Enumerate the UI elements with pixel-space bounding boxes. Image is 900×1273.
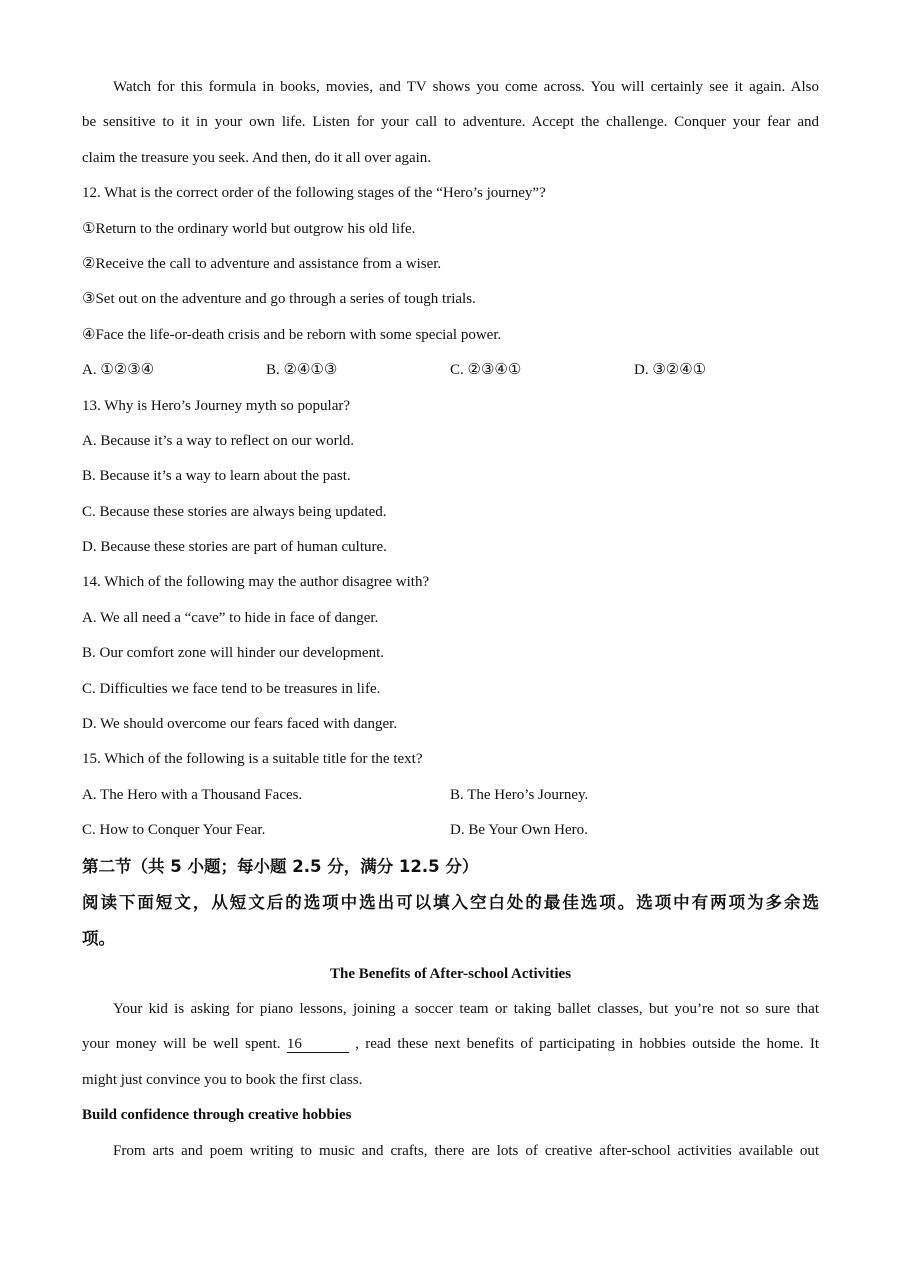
- option-d: D. Be Your Own Hero.: [450, 822, 588, 839]
- question-12-stem: 12. What is the correct order of the following stages of the “Hero’s journey”?: [82, 185, 546, 202]
- article-line-with-blank: [82, 1027, 819, 1062]
- option-c: C. ②③④①: [450, 362, 522, 379]
- option-a: A. We all need a “cave” to hide in face of danger.: [82, 609, 379, 626]
- article-text: your money will be well spent.: [82, 1036, 287, 1053]
- option-b: B. The Hero’s Journey.: [450, 786, 589, 803]
- question-13-stem: 13. Why is Hero’s Journey myth so popular?: [82, 397, 351, 414]
- question-12-item: ④Face the life-or-death crisis and be reborn with some special power.: [82, 326, 502, 343]
- article-title: The Benefits of After-school Activities: [329, 965, 572, 982]
- article-text: , read these next benefits of participating in hobbies outside the home. It: [348, 1036, 819, 1053]
- article-line: Your kid is asking for piano lessons, joining a soccer team or taking ballet classes, but you’re not so sure that: [113, 1000, 819, 1017]
- option-b: B. Because it’s a way to learn about the past.: [82, 468, 351, 485]
- section-instruction: 项。: [82, 928, 115, 948]
- option-b: B. ②④①③: [266, 362, 338, 379]
- passage-line: claim the treasure you seek. And then, do it all over again.: [82, 149, 432, 166]
- option-c: C. Difficulties we face tend to be treasures in life.: [82, 680, 381, 697]
- option-a: A. ①②③④: [82, 362, 155, 379]
- option-d: D. ③②④①: [634, 362, 707, 379]
- option-d: D. We should overcome our fears faced with danger.: [82, 716, 398, 733]
- question-12-item: ①Return to the ordinary world but outgrow his old life.: [82, 220, 416, 237]
- passage-line: Watch for this formula in books, movies, and TV shows you come across. You will certainly see it again. Also: [113, 79, 819, 95]
- option-a: A. Because it’s a way to reflect on our world.: [82, 432, 354, 449]
- article-line: might just convince you to book the first class.: [82, 1071, 363, 1088]
- question-12-item: ③Set out on the adventure and go through a series of tough trials.: [82, 291, 476, 308]
- passage-line: be sensitive to it in your own life. Listen for your call to adventure. Accept the challenge. Conquer your fear and: [82, 114, 819, 131]
- option-d: D. Because these stories are part of human culture.: [82, 539, 387, 556]
- article-subheading: Build confidence through creative hobbies: [82, 1107, 352, 1124]
- article-line: From arts and poem writing to music and crafts, there are lots of creative after-school activities available out: [113, 1142, 819, 1159]
- section-heading: 第二节（共 5 小题；每小题 2.5 分，满分 12.5 分）: [82, 856, 479, 876]
- option-c: C. Because these stories are always being updated.: [82, 503, 387, 520]
- blank-16: 16: [287, 1036, 349, 1053]
- option-c: C. How to Conquer Your Fear.: [82, 822, 266, 839]
- question-15-stem: 15. Which of the following is a suitable title for the text?: [82, 751, 423, 768]
- option-a: A. The Hero with a Thousand Faces.: [82, 786, 303, 803]
- question-15-options-row: [82, 813, 819, 848]
- question-14-stem: 14. Which of the following may the author disagree with?: [82, 574, 430, 591]
- question-12-item: ②Receive the call to adventure and assistance from a wiser.: [82, 255, 442, 272]
- question-15-options-row: [82, 778, 819, 813]
- document-page: [82, 70, 819, 1169]
- question-12-options: [82, 353, 819, 388]
- option-b: B. Our comfort zone will hinder our development.: [82, 645, 385, 662]
- section-instruction: 阅读下面短文，从短文后的选项中选出可以填入空白处的最佳选项。选项中有两项为多余选: [82, 892, 819, 912]
